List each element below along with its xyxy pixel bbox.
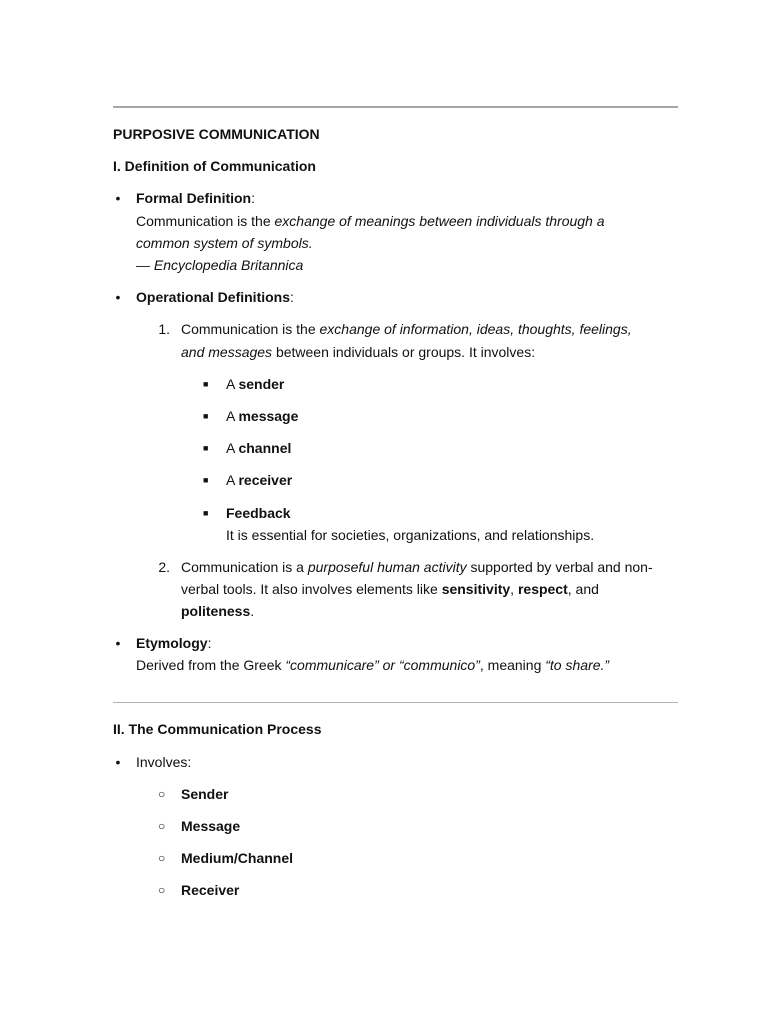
- colon: :: [251, 190, 256, 206]
- process-item-receiver: Receiver: [181, 882, 240, 898]
- formal-definition-label-line: [136, 187, 255, 209]
- period: .: [250, 603, 255, 619]
- element-prefix: A: [226, 472, 239, 488]
- operational-item-2-line-3: [181, 600, 254, 622]
- etymology-label: Etymology: [136, 635, 208, 651]
- section-2-heading: II. The Communication Process: [113, 721, 322, 737]
- circle-bullet-icon: ○: [158, 787, 166, 801]
- etymology-label-line: [136, 632, 211, 654]
- formal-definition-line-2: common system of symbols.: [136, 235, 313, 251]
- colon: :: [290, 289, 294, 305]
- etymology-text-part: , meaning: [479, 657, 546, 673]
- element-term: message: [238, 408, 299, 424]
- etymology-greek-words: “communicare” or “communico”: [285, 657, 480, 673]
- circle-bullet-icon: ○: [158, 883, 166, 897]
- term-politeness: politeness: [181, 603, 251, 619]
- etymology-text: [136, 654, 609, 676]
- element-channel: [226, 437, 291, 459]
- element-term: receiver: [238, 472, 293, 488]
- square-bullet-icon: ■: [203, 379, 209, 389]
- element-message: [226, 405, 298, 427]
- formal-definition-text: Communication is the: [136, 213, 275, 229]
- term-sensitivity: sensitivity: [441, 581, 511, 597]
- operational-item-2-line-1: [181, 556, 653, 578]
- formal-definition-italic: exchange of meanings between individuals through a: [274, 213, 605, 229]
- operational-definitions-label-line: [136, 286, 294, 308]
- square-bullet-icon: ■: [203, 475, 209, 485]
- element-term: Feedback: [226, 505, 291, 521]
- bullet-icon: •: [115, 190, 121, 206]
- element-receiver: [226, 469, 292, 491]
- process-item-sender: Sender: [181, 786, 229, 802]
- element-prefix: A: [226, 440, 239, 456]
- term-respect: respect: [517, 581, 568, 597]
- separator: ,: [510, 581, 518, 597]
- operational-item-2-line-2: [181, 578, 599, 600]
- section-divider: [113, 702, 678, 703]
- square-bullet-icon: ■: [203, 508, 209, 518]
- bullet-icon: •: [115, 289, 121, 305]
- operational-item-1-italic: exchange of information, ideas, thoughts, feelings,: [319, 321, 632, 337]
- etymology-text-part: Derived from the Greek: [136, 657, 286, 673]
- operational-item-1-text: between individuals or groups. It involves:: [272, 344, 536, 360]
- top-divider: [113, 106, 678, 108]
- element-term: channel: [238, 440, 292, 456]
- list-number: 2.: [158, 559, 170, 575]
- element-prefix: A: [226, 376, 239, 392]
- circle-bullet-icon: ○: [158, 819, 166, 833]
- bullet-icon: •: [115, 754, 121, 770]
- separator: , and: [567, 581, 599, 597]
- element-prefix: A: [226, 408, 239, 424]
- operational-item-2-italic: purposeful human activity: [307, 559, 467, 575]
- operational-item-2-text: supported by verbal and non-: [466, 559, 653, 575]
- process-item-message: Message: [181, 818, 241, 834]
- operational-item-1-line-1: [181, 318, 632, 340]
- list-number: 1.: [158, 321, 170, 337]
- process-intro: Involves:: [136, 754, 192, 770]
- section-1-heading: I. Definition of Communication: [113, 158, 316, 174]
- operational-item-1-text: Communication is the: [181, 321, 320, 337]
- operational-item-2-text: Communication is a: [181, 559, 308, 575]
- operational-item-1-line-2: [181, 341, 535, 363]
- operational-definitions-label: Operational Definitions: [136, 289, 291, 305]
- operational-item-2-text: verbal tools. It also involves elements like: [181, 581, 442, 597]
- operational-item-1-note: It is essential for societies, organizations, and relationships.: [226, 527, 595, 543]
- element-feedback: [226, 502, 291, 524]
- colon: :: [207, 635, 212, 651]
- bullet-icon: •: [115, 635, 121, 651]
- square-bullet-icon: ■: [203, 411, 209, 421]
- etymology-meaning: “to share.”: [545, 657, 610, 673]
- operational-item-1-italic: and messages: [181, 344, 273, 360]
- element-sender: [226, 373, 284, 395]
- element-term: sender: [238, 376, 285, 392]
- formal-definition-line-1: [136, 210, 605, 232]
- formal-definition-source: — Encyclopedia Britannica: [136, 257, 304, 273]
- process-item-medium-channel: Medium/Channel: [181, 850, 294, 866]
- formal-definition-label: Formal Definition: [136, 190, 252, 206]
- document-title: PURPOSIVE COMMUNICATION: [113, 126, 320, 142]
- square-bullet-icon: ■: [203, 443, 209, 453]
- circle-bullet-icon: ○: [158, 851, 166, 865]
